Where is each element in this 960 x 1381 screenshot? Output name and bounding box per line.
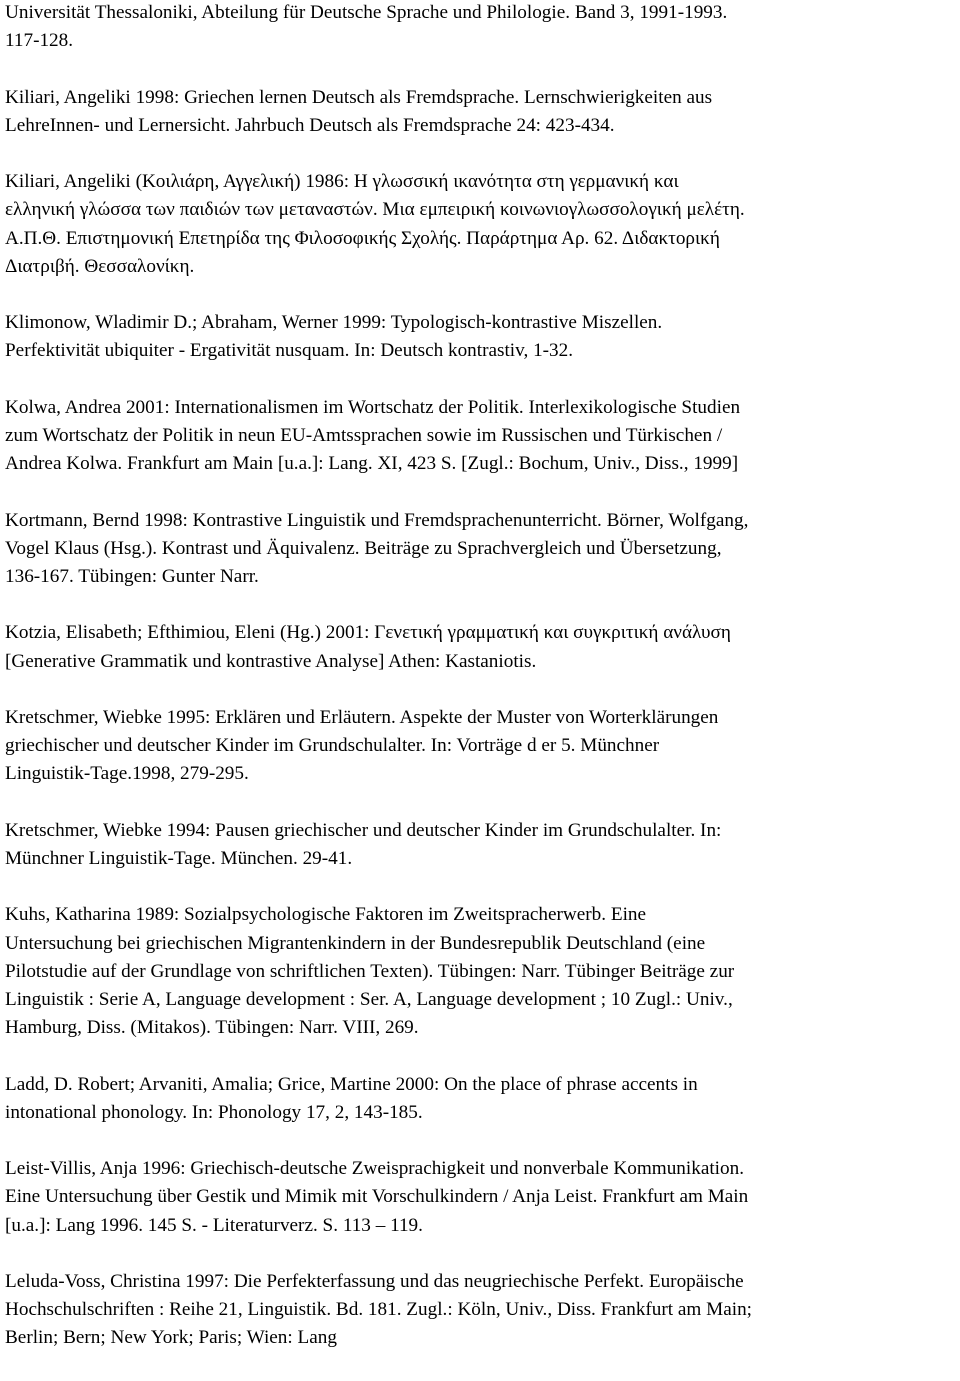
bibliography-entry [5,507,957,592]
bibliography-page [5,0,957,1381]
entry-line: ελληνική γλώσσα των παιδιών των μεταναστών. Μια εμπειρική κοινωνιογλωσσολογική μελέτη. [5,199,745,221]
entry-line: Διατριβή. Θεσσαλονίκη. [5,255,195,277]
bibliography-entry [5,394,957,479]
bibliography-entry [5,1155,957,1240]
bibliography-entry [5,817,957,873]
entry-line: Kretschmer, Wiebke 1995: Erklären und Erläutern. Aspekte der Muster von Worterklärungen [5,706,719,728]
entry-line: intonational phonology. In: Phonology 17, 2, 143-185. [5,1101,423,1123]
entry-line: Kiliari, Angeliki (Κοιλιάρη, Αγγελική) 1986: Η γλωσσική ικανότητα στη γερμανική και [5,171,679,193]
bibliography-entry [5,1268,957,1353]
entry-line: Münchner Linguistik-Tage. München. 29-41. [5,847,353,869]
entry-line: Leist-Villis, Anja 1996: Griechisch-deutsche Zweisprachigkeit und nonverbale Kommunikation. [5,1158,744,1180]
entry-line: Hochschulschriften : Reihe 21, Linguistik. Bd. 181. Zugl.: Köln, Univ., Diss. Frankfurt am Main; [5,1299,752,1321]
bibliography-entry [5,84,957,140]
entry-line: zum Wortschatz der Politik in neun EU-Amtssprachen sowie im Russischen und Türkischen / [5,424,723,446]
entry-line: Linguistik : Serie A, Language development : Ser. A, Language development ; 10 Zugl.: Univ., [5,988,733,1010]
entry-line: Kortmann, Bernd 1998: Kontrastive Linguistik und Fremdsprachenunterricht. Börner, Wolfgang, [5,509,749,531]
entry-line: Perfektivität ubiquiter - Ergativität nusquam. In: Deutsch kontrastiv, 1-32. [5,340,574,362]
bibliography-entry [5,619,957,675]
entry-line: Α.Π.Θ. Επιστημονική Επετηρίδα της Φιλοσοφικής Σχολής. Παράρτημα Αρ. 62. Διδακτορική [5,227,720,249]
bibliography-entry [5,0,957,55]
entry-line: LehreInnen- und Lernersicht. Jahrbuch Deutsch als Fremdsprache 24: 423-434. [5,114,615,136]
entry-line: Berlin; Bern; New York; Paris; Wien: Lang [5,1327,337,1349]
entry-line: [Generative Grammatik und kontrastive Analyse] Athen: Kastaniotis. [5,650,537,672]
entry-line: Andrea Kolwa. Frankfurt am Main [u.a.]: Lang. XI, 423 S. [Zugl.: Bochum, Univ., Diss., 1999] [5,453,739,475]
entry-line: griechischer und deutscher Kinder im Grundschulalter. In: Vorträge d er 5. Münchner [5,735,660,757]
entry-line: 117-128. [5,30,74,52]
bibliography-entry [5,901,957,1042]
entry-line: Kuhs, Katharina 1989: Sozialpsychologische Faktoren im Zweitspracherwerb. Eine [5,904,647,926]
entry-line: Kiliari, Angeliki 1998: Griechen lernen Deutsch als Fremdsprache. Lernschwierigkeiten aus [5,86,713,108]
entry-line: Hamburg, Diss. (Mitakos). Tübingen: Narr. VIII, 269. [5,1017,419,1039]
entry-line: Untersuchung bei griechischen Migrantenkindern in der Bundesrepublik Deutschland (eine [5,932,706,954]
entry-line: Eine Untersuchung über Gestik und Mimik mit Vorschulkindern / Anja Leist. Frankfurt am Main [5,1186,749,1208]
entry-line: Pilotstudie auf der Grundlage von schriftlichen Texten). Tübingen: Narr. Tübinger Beiträge zur [5,960,735,982]
bibliography-entry [5,168,957,281]
entry-line: Kotzia, Elisabeth; Efthimiou, Eleni (Hg.) 2001: Γενετική γραμματική και συγκριτική ανάλυση [5,622,731,644]
entry-line: [u.a.]: Lang 1996. 145 S. - Literaturverz. S. 113 – 119. [5,1214,423,1236]
entry-line: Kolwa, Andrea 2001: Internationalismen im Wortschatz der Politik. Interlexikologische Studien [5,396,741,418]
entry-line: Universität Thessaloniki, Abteilung für Deutsche Sprache und Philologie. Band 3, 1991-1993. [5,2,728,23]
bibliography-entry [5,309,957,365]
entry-line: Leluda-Voss, Christina 1997: Die Perfekterfassung und das neugriechische Perfekt. Europäische [5,1270,744,1292]
entry-line: 136-167. Tübingen: Gunter Narr. [5,565,259,587]
bibliography-entry [5,1071,957,1127]
entry-line: Vogel Klaus (Hsg.). Kontrast und Äquivalenz. Beiträge zu Sprachvergleich und Übersetzung, [5,537,722,559]
entry-line: Ladd, D. Robert; Arvaniti, Amalia; Grice, Martine 2000: On the place of phrase accents in [5,1073,698,1095]
entry-line: Linguistik-Tage.1998, 279-295. [5,763,249,785]
entry-line: Kretschmer, Wiebke 1994: Pausen griechischer und deutscher Kinder im Grundschulalter. In: [5,819,722,841]
bibliography-entry [5,704,957,789]
entry-line: Klimonow, Wladimir D.; Abraham, Werner 1999: Typologisch-kontrastive Miszellen. [5,312,663,334]
